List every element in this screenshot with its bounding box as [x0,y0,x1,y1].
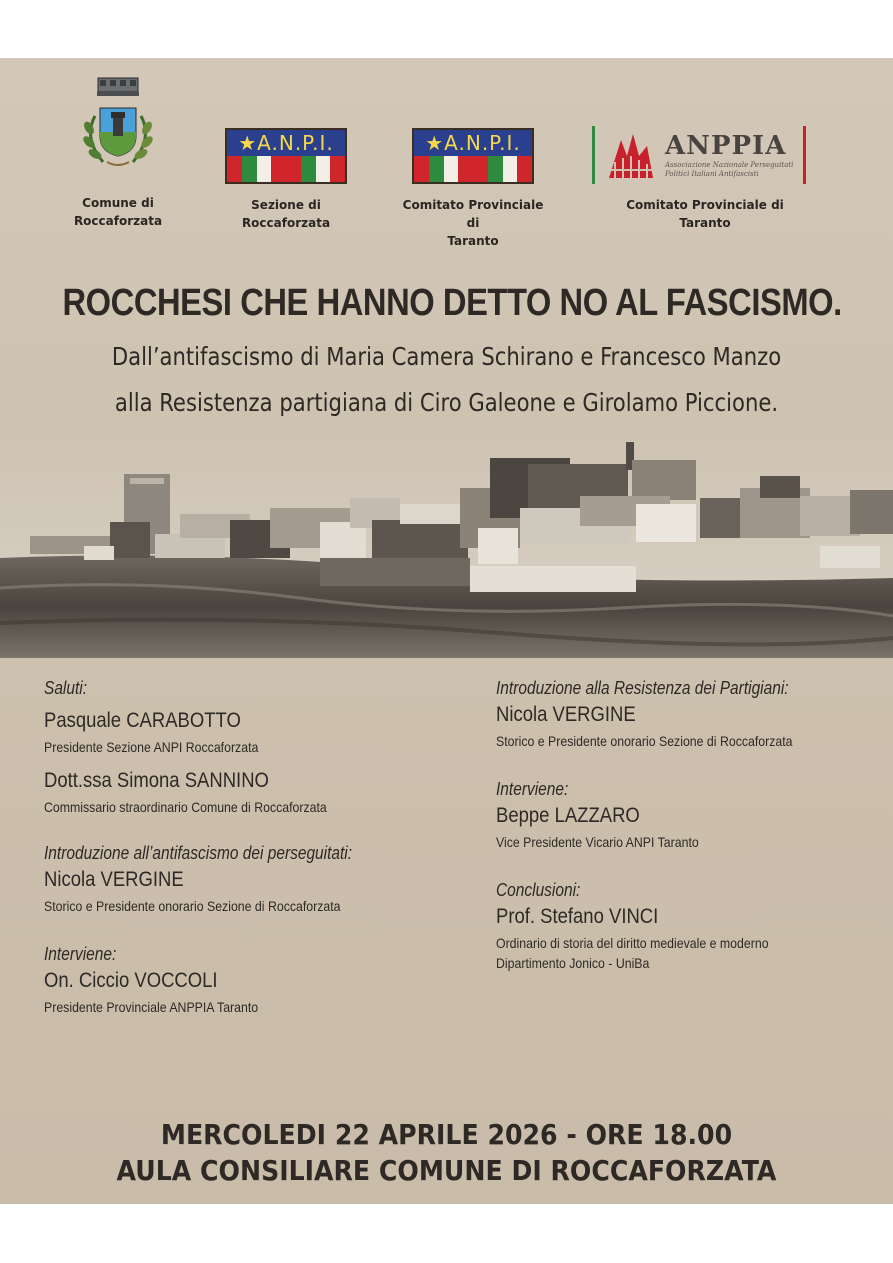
speaker-name: On. Ciccio VOCCOLI [44,969,218,992]
anppia-emblem-icon [603,126,659,184]
event-subtitle-line-1: Dall’antifascismo di Maria Camera Schirano e Francesco Manzo [111,342,782,371]
event-date-time: MERCOLEDI 22 APRILE 2026 - ORE 18.00 [160,1118,733,1151]
anppia-name: ANPPIA [665,131,787,161]
anpi-flag-icon [225,128,347,184]
speaker-name: Nicola VERGINE [44,868,184,891]
logo-caption: Comune di Roccaforzata [73,196,163,228]
speaker-role-department: Dipartimento Jonico - UniBa [496,955,650,971]
program-left-column [44,678,402,1015]
speaker-name: Dott.ssa Simona SANNINO [44,769,269,792]
section-label: Introduzione alla Resistenza dei Partigiani: [496,678,789,698]
speaker-name: Pasquale CARABOTTO [44,709,241,732]
anpi-flag-text: ★A.N.P.I. [227,130,345,156]
logo-comune [62,76,174,230]
section-label: Interviene: [496,779,569,799]
anpi-flag-text: ★A.N.P.I. [414,130,532,156]
speaker-role: Ordinario di storia del diritto medievale e moderno [496,935,769,951]
village-historic-photo [0,438,893,658]
logo-caption: Comitato Provinciale di Taranto [402,198,544,248]
speaker-role: Storico e Presidente onorario Sezione di Roccaforzata [44,898,341,914]
anpi-flag-icon [412,128,534,184]
section-label: Saluti: [44,678,88,698]
coat-of-arms-icon [73,76,163,186]
speaker-role: Vice Presidente Vicario ANPI Taranto [496,834,699,850]
speaker-role: Commissario straordinario Comune di Roccaforzata [44,799,327,815]
logo-caption: Sezione di Roccaforzata [241,198,331,230]
section-label: Interviene: [44,944,117,964]
speaker-name: Prof. Stefano VINCI [496,905,659,928]
speaker-name: Nicola VERGINE [496,703,636,726]
logo-caption: Comitato Provinciale di Taranto [626,198,784,230]
program-right-column [496,678,836,971]
anppia-subtitle: Associazione Nazionale Perseguitati Politici Italiani Antifascisti [665,161,794,178]
speaker-name: Beppe LAZZARO [496,804,640,827]
speaker-role: Storico e Presidente onorario Sezione di Roccaforzata [496,733,793,749]
section-label: Conclusioni: [496,880,581,900]
speaker-role: Presidente Provinciale ANPPIA Taranto [44,999,259,1015]
logo-anppia [592,126,818,232]
event-venue: AULA CONSILIARE COMUNE DI ROCCAFORZATA [116,1154,777,1187]
speaker-role: Presidente Sezione ANPI Roccaforzata [44,739,259,755]
logo-anpi-sezione [222,128,350,232]
event-poster [0,58,893,1204]
logo-anpi-comitato [395,128,551,250]
event-title: ROCCHESI CHE HANNO DETTO NO AL FASCISMO. [62,282,842,324]
event-subtitle-line-2: alla Resistenza partigiana di Ciro Galeone e Girolamo Piccione. [114,388,779,417]
section-label: Introduzione all’antifascismo dei perseguitati: [44,843,353,863]
